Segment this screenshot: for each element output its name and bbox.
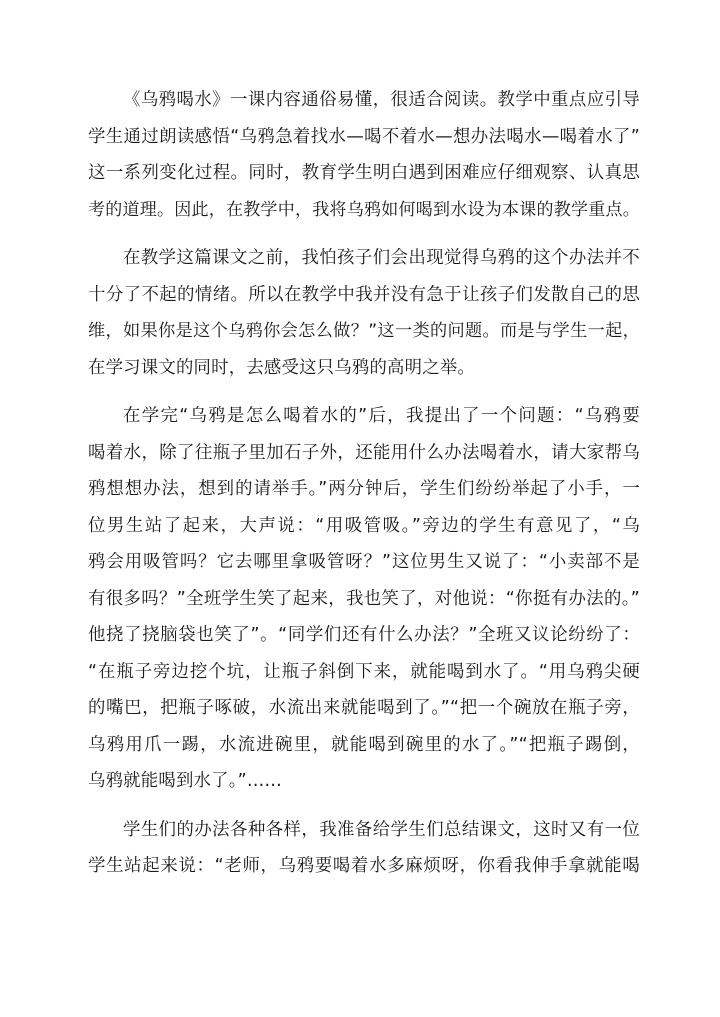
text-line: 在学习课文的同时，去感受这只乌鸦的高明之举。	[88, 357, 475, 378]
document-body	[88, 82, 640, 897]
text-line: 维，如果你是这个乌鸦你会怎么做？”这一类的问题。而是与学生一起，	[88, 321, 640, 341]
text-line: 在学完“乌鸦是怎么喝着水的”后，我提出了一个问题：“乌鸦要	[123, 406, 640, 426]
text-line: 在教学这篇课文之前，我怕孩子们会出现觉得乌鸦的这个办法并不	[123, 248, 640, 268]
text-line: 有很多吗？”全班学生笑了起来，我也笑了，对他说：“你挺有办法的。”	[88, 588, 640, 609]
paragraph-4	[88, 812, 640, 885]
paragraph-3	[88, 398, 640, 800]
text-line: 乌鸦就能喝到水了。”……	[88, 771, 283, 791]
text-line: 《乌鸦喝水》一课内容通俗易懂，很适合阅读。教学中重点应引导	[123, 90, 640, 110]
text-line: 的嘴巴，把瓶子啄破，水流出来就能喝到了。”“把一个碗放在瓶子旁，	[88, 698, 640, 718]
text-line: 鸦会用吸管吗？它去哪里拿吸管呀？”这位男生又说了：“小卖部不是	[88, 552, 640, 572]
text-line: 他挠了挠脑袋也笑了”。“同学们还有什么办法？”全班又议论纷纷了：	[88, 625, 640, 645]
text-line: 学生们的办法各种各样，我准备给学生们总结课文，这时又有一位	[123, 819, 640, 840]
text-line: 这一系列变化过程。同时，教育学生明白遇到困难应仔细观察、认真思	[88, 163, 640, 183]
text-line: 鸦想想办法，想到的请举手。”两分钟后，学生们纷纷举起了小手，一	[88, 479, 640, 499]
text-line: 位男生站了起来，大声说：“用吸管吸。”旁边的学生有意见了，“乌	[88, 515, 640, 536]
text-line: 乌鸦用爪一踢，水流进碗里，就能喝到碗里的水了。”“把瓶子踢倒，	[88, 734, 640, 755]
text-line: 学生站起来说：“老师，乌鸦要喝着水多麻烦呀，你看我伸手拿就能喝	[88, 856, 640, 876]
paragraph-2	[88, 240, 640, 386]
paragraph-1	[88, 82, 640, 228]
text-line: 考的道理。因此，在教学中，我将乌鸦如何喝到水设为本课的教学重点。	[88, 199, 640, 220]
text-line: 喝着水，除了往瓶子里加石子外，还能用什么办法喝着水，请大家帮乌	[88, 442, 640, 463]
text-line: 学生通过朗读感悟“乌鸦急着找水—喝不着水—想办法喝水—喝着水了”	[88, 126, 640, 147]
text-line: 十分了不起的情绪。所以在教学中我并没有急于让孩子们发散自己的思	[88, 284, 640, 305]
text-line: “在瓶子旁边挖个坑，让瓶子斜倒下来，就能喝到水了。“用乌鸦尖硬	[88, 661, 640, 682]
